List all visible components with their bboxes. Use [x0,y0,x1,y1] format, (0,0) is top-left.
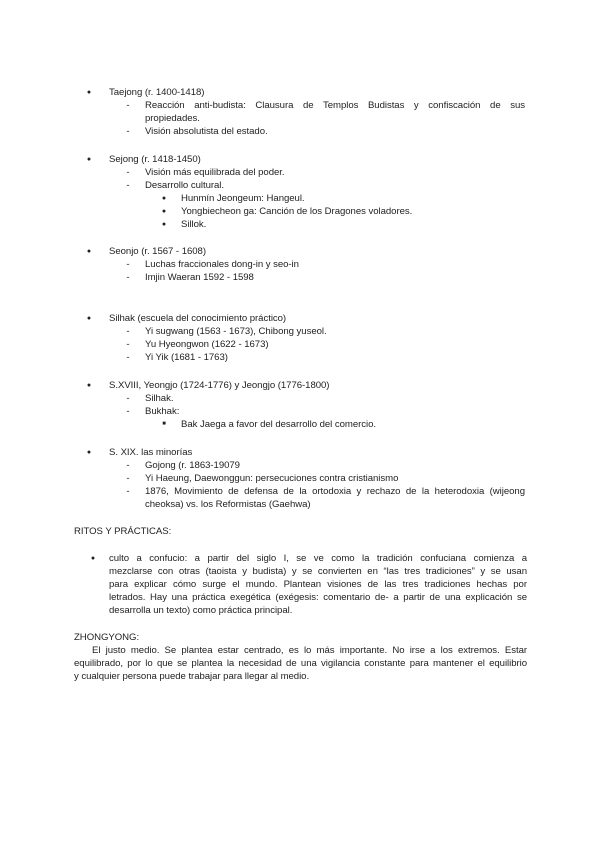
dash-marker: - [126,486,130,497]
list-item-text: Yu Hyeongwon (1622 - 1673) [145,339,269,350]
bullet-icon: ● [161,221,167,228]
bullet-icon: ● [86,89,92,96]
list-item-text: Silhak. [145,393,174,404]
zhongyong-paragraph-line: equilibrado, por lo que se plantea la necesidad de una vigilancia constante para mantener el equilibrio [74,658,527,669]
zhongyong-heading: ZHONGYONG: [74,632,140,643]
list-item-text: Gojong (r. 1863-19079 [145,460,240,471]
dash-marker: - [126,339,130,350]
list-item-text: Bukhak: [145,406,180,417]
bullet-icon: ● [86,449,92,456]
bullet-icon: ● [86,248,92,255]
section-heading: Taejong (r. 1400-1418) [109,87,205,98]
section-heading: S. XIX. las minorías [109,447,193,458]
square-bullet-icon: ■ [162,421,166,427]
list-item-text: Visión más equilibrada del poder. [145,167,285,178]
sub-item-text: Yongbiecheon ga: Canción de los Dragones voladores. [181,206,413,217]
list-item-text: Visión absolutista del estado. [145,126,268,137]
sub-item-text: Hunmín Jeongeum: Hangeul. [181,193,305,204]
sub-item-text: Bak Jaega a favor del desarrollo del comercio. [181,419,377,430]
ritos-heading: RITOS Y PRÁCTICAS: [74,526,172,537]
bullet-icon: ● [86,382,92,389]
dash-marker: - [126,460,130,471]
dash-marker: - [126,326,130,337]
bullet-icon: ● [161,208,167,215]
bullet-icon: ● [86,156,92,163]
dash-marker: - [126,259,130,270]
list-item-text: Yi Yik (1681 - 1763) [145,352,228,363]
dash-marker: - [126,272,130,283]
dash-marker: - [126,167,130,178]
ritos-paragraph-line: culto a confucio: a partir del siglo I, se ve como la tradición confuciana comienza a [109,553,527,564]
list-item-text: Desarrollo cultural. [145,180,224,191]
list-item-text: 1876, Movimiento de defensa de la ortodoxia y rechazo de la heterodoxia (wijeong [145,486,525,497]
list-item-text: Luchas fraccionales dong-in y seo-in [145,259,299,270]
dash-marker: - [126,393,130,404]
list-item-text: Yi Haeung, Daewonggun: persecuciones contra cristianismo [145,473,399,484]
bullet-icon: ● [161,195,167,202]
zhongyong-paragraph-line: y cualquier persona puede trabajar para llegar al medio. [74,671,310,682]
bullet-icon: ● [90,555,96,562]
dash-marker: - [126,352,130,363]
bullet-icon: ● [86,315,92,322]
dash-marker: - [126,126,130,137]
ritos-paragraph-line: para explicar cómo surge el mundo. Plantean visiones de las tres tradiciones hechas por [109,579,527,590]
ritos-paragraph-line: letrados. Hay una práctica exegética (exégesis: comentario de- a partir de una explicación se [109,592,527,603]
ritos-paragraph-line: mezclarse con otras (taoista y budista) y se convierten en “las tres tradiciones” y se usan [109,566,527,577]
dash-marker: - [126,180,130,191]
list-item-text: Reacción anti-budista: Clausura de Templos Budistas y confiscación de sus [145,100,525,111]
list-item-text: cheoksa) vs. los Reformistas (Gaehwa) [145,499,311,510]
list-item-text: Yi sugwang (1563 - 1673), Chibong yuseol. [145,326,327,337]
section-heading: S.XVIII, Yeongjo (1724-1776) y Jeongjo (1776-1800) [109,380,330,391]
zhongyong-paragraph-line: El justo medio. Se plantea estar centrado, es lo más importante. No irse a los extremos. Estar [92,645,527,656]
sub-item-text: Sillok. [181,219,207,230]
section-heading: Sejong (r. 1418-1450) [109,154,201,165]
section-heading: Silhak (escuela del conocimiento práctico) [109,313,287,324]
dash-marker: - [126,473,130,484]
list-item-text: propiedades. [145,113,200,124]
ritos-paragraph-line: desarrolla un texto) como práctica principal. [109,605,293,616]
dash-marker: - [126,406,130,417]
list-item-text: Imjin Waeran 1592 - 1598 [145,272,254,283]
section-heading: Seonjo (r. 1567 - 1608) [109,246,206,257]
dash-marker: - [126,100,130,111]
